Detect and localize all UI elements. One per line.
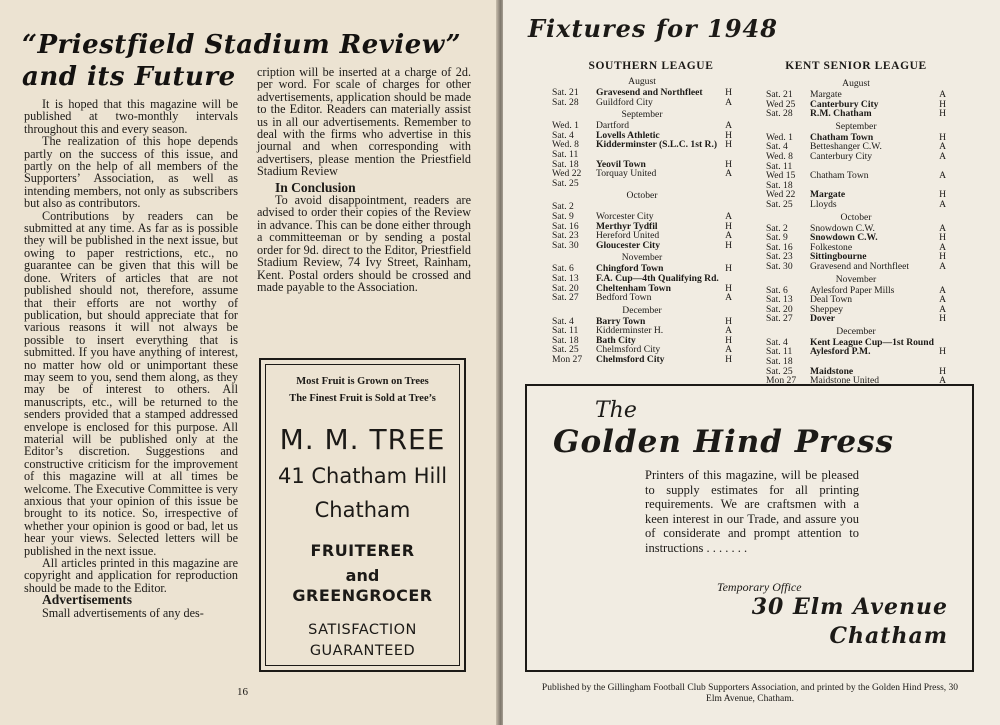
- fixture-date: Wed. 1: [552, 120, 579, 132]
- fixture-row: [552, 326, 732, 336]
- month-heading: November: [835, 273, 877, 285]
- fixture-row: [552, 293, 732, 303]
- month-heading: September: [621, 109, 663, 121]
- fixture-venue: A: [939, 303, 946, 315]
- fixture-venue: A: [939, 375, 946, 387]
- fixture-row: [552, 241, 732, 251]
- fixture-date: Sat. 18: [552, 334, 579, 346]
- fixture-row: [766, 190, 946, 200]
- fixture-row: [552, 98, 732, 108]
- fixture-row: [766, 262, 946, 272]
- fixture-venue: A: [939, 222, 946, 234]
- fixture-date: Sat. 9: [766, 232, 788, 244]
- publisher-footer: Published by the Gillingham Football Club Supporters Association, and printed by the Golden Hind Press, 30 Elm Avenue, Chatham.: [541, 683, 959, 704]
- fixture-venue: A: [725, 344, 732, 356]
- fixture-row: [766, 286, 946, 296]
- fixture-venue: H: [725, 220, 732, 232]
- advert-slogan-1: SATISFACTION: [308, 622, 417, 638]
- fixture-opponent: Dartford: [596, 120, 630, 132]
- fixture-date: Wed 15: [766, 170, 796, 182]
- fixture-date: Sat. 21: [766, 89, 793, 100]
- fixture-date: Sat. 11: [766, 346, 793, 358]
- advert-press-name: Golden Hind Press: [553, 424, 895, 460]
- fixture-date: Sat. 2: [552, 201, 574, 213]
- fixture-opponent: Chingford Town: [596, 263, 664, 275]
- fixture-date: Sat. 4: [766, 141, 788, 153]
- fixture-venue: H: [725, 129, 732, 141]
- fixture-venue: A: [939, 150, 946, 162]
- fixture-opponent: Chatham Town: [810, 170, 869, 182]
- fixture-opponent: Gloucester City: [596, 239, 661, 251]
- fixture-date: Wed 22: [766, 189, 796, 201]
- fixture-date: Sat. 20: [552, 282, 579, 294]
- advert-address-1: 41 Chatham Hill: [277, 464, 448, 488]
- fixture-date: Sat. 2: [766, 222, 788, 234]
- month-heading: October: [626, 190, 658, 202]
- fixture-venue: H: [939, 346, 946, 358]
- fixture-date: Sat. 25: [552, 177, 579, 189]
- fixture-opponent: Folkestone: [810, 241, 853, 253]
- fixture-venue: A: [939, 89, 946, 100]
- fixture-opponent: Gravesend and Northfleet: [810, 260, 910, 272]
- paragraph: All articles printed in this magazine are copyright and application for reproduction should be made to the Editor.: [24, 556, 238, 595]
- southern-fixtures: [552, 77, 732, 365]
- fixture-row: [766, 305, 946, 315]
- fixture-venue: H: [939, 131, 946, 143]
- fixture-venue: H: [725, 239, 732, 251]
- conclusion-heading: In Conclusion: [275, 179, 356, 195]
- paragraph: The realization of this hope depends partly on the success of this issue, and partly on the help of all members of the Supporters’ Association, as well as intending members, not only as subscribers but also as contributors.: [24, 134, 238, 211]
- fixture-opponent: Canterbury City: [810, 150, 873, 162]
- fixture-opponent: Bedford Town: [596, 292, 652, 304]
- fixture-venue: H: [939, 232, 946, 244]
- fixture-opponent: Yeovil Town: [596, 158, 646, 170]
- fixture-date: Wed. 8: [766, 150, 793, 162]
- fixture-venue: H: [939, 365, 946, 377]
- fixture-date: Wed. 8: [552, 139, 579, 151]
- fixture-date: Sat. 4: [552, 129, 574, 141]
- month-heading: December: [836, 325, 876, 337]
- fixture-row: [766, 200, 946, 210]
- fixture-row: [552, 355, 732, 365]
- fixture-opponent: R.M. Chatham: [810, 108, 872, 120]
- fixture-date: Sat. 11: [766, 160, 793, 172]
- fixture-row: [766, 152, 946, 162]
- fixture-opponent: Canterbury City: [810, 98, 879, 110]
- fixture-date: Sat. 23: [766, 251, 793, 263]
- fixture-venue: H: [939, 98, 946, 110]
- kent-fixtures: [766, 79, 946, 386]
- fixture-date: Sat. 21: [552, 87, 579, 98]
- fixture-date: Sat. 16: [766, 241, 793, 253]
- paragraph: Contributions by readers can be submitted at any time. As far as is possible they will be published in the next issue, but owing to paper restrictions, etc., no guarantee can be given that this will be done. Writers of articles that are not published should not, therefore, assume that their efforts are not worthy of publication, but should appreciate that for various reasons it will not always be possible to insert everything that is submitted. If you have anything of interest, no matter how old or unimportant these may seem to you, send them along, as they may be of interest to others. All manuscripts, etc., will be returned to the senders provided that a stamped addressed envelope is enclosed for this purpose. All material will be published only at the Editor’s discretion. Suggestions and constructive criticism for the improvement of this magazine will at all times be welcome. The Executive Committee is very anxious that your opinion of this issue be brought to its notice. So, irrespective of whether your opinion is good or bad, let us hear your views. Selected letters will be published in the next issue.: [24, 208, 238, 558]
- paragraph: To avoid disappointment, readers are advised to order their copies of the Review in advance. This can be done either through a committeeman or by sending a postal order for 9d. direct to the Editor, Priestfield Stadium Review, 74 Ivy Street, Rainham, Kent. Postal orders should be crossed and made payable to the Association.: [257, 193, 471, 294]
- fixture-opponent: Guildford City: [596, 96, 653, 108]
- fixture-opponent: Kent League Cup—1st Round: [810, 336, 934, 348]
- fixture-venue: H: [725, 87, 732, 98]
- advert-address-1: 30 Elm Avenue: [751, 594, 948, 620]
- advert-name: M. M. TREE: [279, 423, 446, 456]
- fixture-row: [766, 314, 946, 324]
- fixture-opponent: Margate: [810, 189, 846, 201]
- fixture-date: Sat. 11: [552, 325, 579, 337]
- fixture-opponent: Bath City: [596, 334, 636, 346]
- fixture-row: [766, 171, 946, 181]
- month-heading: October: [840, 211, 872, 223]
- fixture-opponent: Chatham Town: [810, 131, 874, 143]
- fixtures-title: Fixtures for 1948: [528, 14, 778, 43]
- fixture-venue: H: [939, 189, 946, 201]
- fixture-opponent: Worcester City: [596, 210, 654, 222]
- fixture-row: [766, 357, 946, 367]
- fixture-venue: A: [725, 325, 732, 337]
- fixture-date: Sat. 9: [552, 210, 574, 222]
- fixture-date: Sat. 18: [766, 179, 793, 191]
- fixture-date: Sat. 6: [552, 263, 574, 275]
- article-column-1: [24, 98, 238, 619]
- page-number: 16: [237, 686, 248, 698]
- fixture-date: Sat. 6: [766, 284, 788, 296]
- fixture-date: Sat. 13: [552, 272, 579, 284]
- fixture-venue: H: [725, 315, 732, 327]
- fixture-opponent: Sittingbourne: [810, 251, 867, 263]
- month-heading: December: [622, 304, 662, 316]
- fixture-row: [766, 295, 946, 305]
- fixture-row: [766, 233, 946, 243]
- fixture-date: Sat. 25: [766, 198, 793, 210]
- fixture-opponent: Snowdown C.W.: [810, 232, 878, 244]
- fixture-venue: H: [725, 334, 732, 346]
- article-column-2: [257, 66, 471, 293]
- fixture-opponent: Aylesford P.M.: [810, 346, 871, 358]
- fixture-venue: A: [939, 260, 946, 272]
- fixture-date: Mon 27: [552, 354, 583, 366]
- fixture-opponent: Barry Town: [596, 315, 646, 327]
- fixture-date: Sat. 30: [552, 239, 579, 251]
- fixture-opponent: Betteshanger C.W.: [810, 141, 882, 153]
- fixture-row: [552, 179, 732, 189]
- fixture-opponent: Maidstone United: [810, 375, 880, 387]
- fixture-opponent: Aylesford Paper Mills: [810, 284, 895, 296]
- fixture-venue: A: [725, 210, 732, 222]
- fixture-venue: A: [939, 284, 946, 296]
- fixture-date: Sat. 27: [766, 313, 793, 325]
- advert-temporary-office: Temporary Office: [717, 580, 802, 594]
- fixture-date: Sat. 25: [766, 365, 793, 377]
- fixture-venue: A: [725, 96, 732, 108]
- fixture-opponent: F.A. Cup—4th Qualifying Rd.: [596, 272, 719, 284]
- fixture-opponent: Merthyr Tydfil: [596, 220, 658, 232]
- fixture-opponent: Lloyds: [810, 198, 837, 210]
- fixture-row: [766, 109, 946, 119]
- fixture-venue: A: [725, 230, 732, 242]
- month-heading: November: [621, 252, 663, 264]
- fixture-date: Wed 25: [766, 98, 796, 110]
- fixture-venue: H: [939, 313, 946, 325]
- fixture-venue: A: [725, 292, 732, 304]
- advert-slogan-2: GUARANTEED: [309, 643, 416, 659]
- fixture-opponent: Dover: [810, 313, 836, 325]
- advert-trade-3: GREENGROCER: [292, 586, 433, 605]
- fixture-date: Sat. 28: [766, 108, 793, 120]
- fixture-venue: H: [939, 108, 946, 120]
- fixture-date: Sat. 28: [552, 96, 579, 108]
- fixture-opponent: Lovells Athletic: [596, 129, 660, 141]
- fixture-opponent: Kidderminster H.: [596, 325, 664, 337]
- fixture-venue: H: [725, 158, 732, 170]
- fixture-venue: H: [725, 282, 732, 294]
- fixture-venue: H: [725, 139, 732, 151]
- headline-line2: and its Future: [22, 62, 236, 92]
- advert-address-2: Chatham: [314, 498, 411, 522]
- fixture-date: Mon 27: [766, 375, 797, 387]
- advert-tagline-1: Most Fruit is Grown on Trees: [296, 376, 429, 387]
- fixture-date: Sat. 20: [766, 303, 793, 315]
- paragraph: cription will be inserted at a charge of 2d. per word. For scale of charges for other advertisements, application should be made to the Editor. Readers can materially assist us in all our advertisements. Remember to deal with the firms who advertise in this journal and when corresponding with advertisers, please mention the Priestfield Stadium Review: [257, 65, 471, 179]
- fixture-opponent: Torquay United: [596, 168, 657, 180]
- fixture-venue: H: [725, 263, 732, 275]
- fixture-row: [766, 347, 946, 357]
- fixture-venue: A: [939, 170, 946, 182]
- fixture-venue: A: [939, 198, 946, 210]
- fixture-date: Sat. 25: [552, 344, 579, 356]
- fixture-opponent: Chelmsford City: [596, 344, 661, 356]
- fixture-venue: H: [939, 251, 946, 263]
- advert-tagline-2: The Finest Fruit is Sold at Tree’s: [289, 393, 436, 404]
- advert-address-2: Chatham: [829, 623, 948, 649]
- fixture-date: Sat. 11: [552, 148, 579, 160]
- fixture-opponent: Margate: [810, 89, 842, 100]
- fixture-venue: H: [725, 354, 732, 366]
- month-heading: August: [842, 78, 870, 89]
- fixture-opponent: Gravesend and Northfleet: [596, 87, 703, 98]
- fixture-date: Sat. 18: [766, 356, 793, 368]
- fixture-row: [552, 169, 732, 179]
- fixture-opponent: Hereford United: [596, 230, 660, 242]
- fixture-venue: A: [939, 141, 946, 153]
- fixture-date: Sat. 4: [552, 315, 574, 327]
- advert-the: The: [595, 398, 637, 423]
- advertisements-heading: Advertisements: [42, 592, 132, 608]
- fixture-opponent: Snowdown C.W.: [810, 222, 875, 234]
- advert-body: Printers of this magazine, will be pleased to supply estimates for all printing requirements. We are craftsmen with a keen interest in our Trade, and assure you of considerate and prompt attention to instructions . . . . . . .: [645, 468, 859, 555]
- month-heading: September: [835, 120, 877, 132]
- fixture-venue: A: [725, 168, 732, 180]
- fixture-venue: A: [939, 241, 946, 253]
- fixture-date: Sat. 23: [552, 230, 579, 242]
- fixture-date: Sat. 13: [766, 294, 793, 306]
- tree-advert: [259, 358, 466, 672]
- southern-league-heading: SOUTHERN LEAGUE: [588, 60, 714, 72]
- month-heading: August: [628, 76, 656, 87]
- fixture-opponent: Chelmsford City: [596, 354, 665, 366]
- fixture-date: Sat. 4: [766, 336, 788, 348]
- fixture-venue: A: [725, 120, 732, 132]
- fixture-date: Sat. 18: [552, 158, 579, 170]
- fixture-opponent: Kidderminster (S.L.C. 1st R.): [596, 139, 718, 151]
- fixture-date: Wed. 1: [766, 131, 793, 143]
- fixture-date: Sat. 27: [552, 292, 579, 304]
- fixture-opponent: Sheppey: [810, 303, 844, 315]
- paragraph: Small advertisements of any des-: [42, 605, 204, 620]
- golden-hind-press-advert: [525, 384, 974, 672]
- fixture-row: [552, 140, 732, 150]
- advert-trade-2: and: [345, 566, 380, 585]
- fixture-date: Sat. 30: [766, 260, 793, 272]
- fixture-venue: A: [939, 294, 946, 306]
- paragraph: It is hoped that this magazine will be published at two-monthly intervals throughout this and every season.: [24, 97, 238, 136]
- advert-trade-1: FRUITERER: [310, 541, 415, 560]
- headline-line1: “Priestfield Stadium Review”: [22, 30, 462, 60]
- fixture-date: Sat. 16: [552, 220, 579, 232]
- fixture-opponent: Cheltenham Town: [596, 282, 671, 294]
- kent-league-heading: KENT SENIOR LEAGUE: [785, 60, 927, 72]
- fixture-opponent: Deal Town: [810, 294, 853, 306]
- fixture-date: Wed 22: [552, 168, 582, 180]
- fixture-opponent: Maidstone: [810, 365, 854, 377]
